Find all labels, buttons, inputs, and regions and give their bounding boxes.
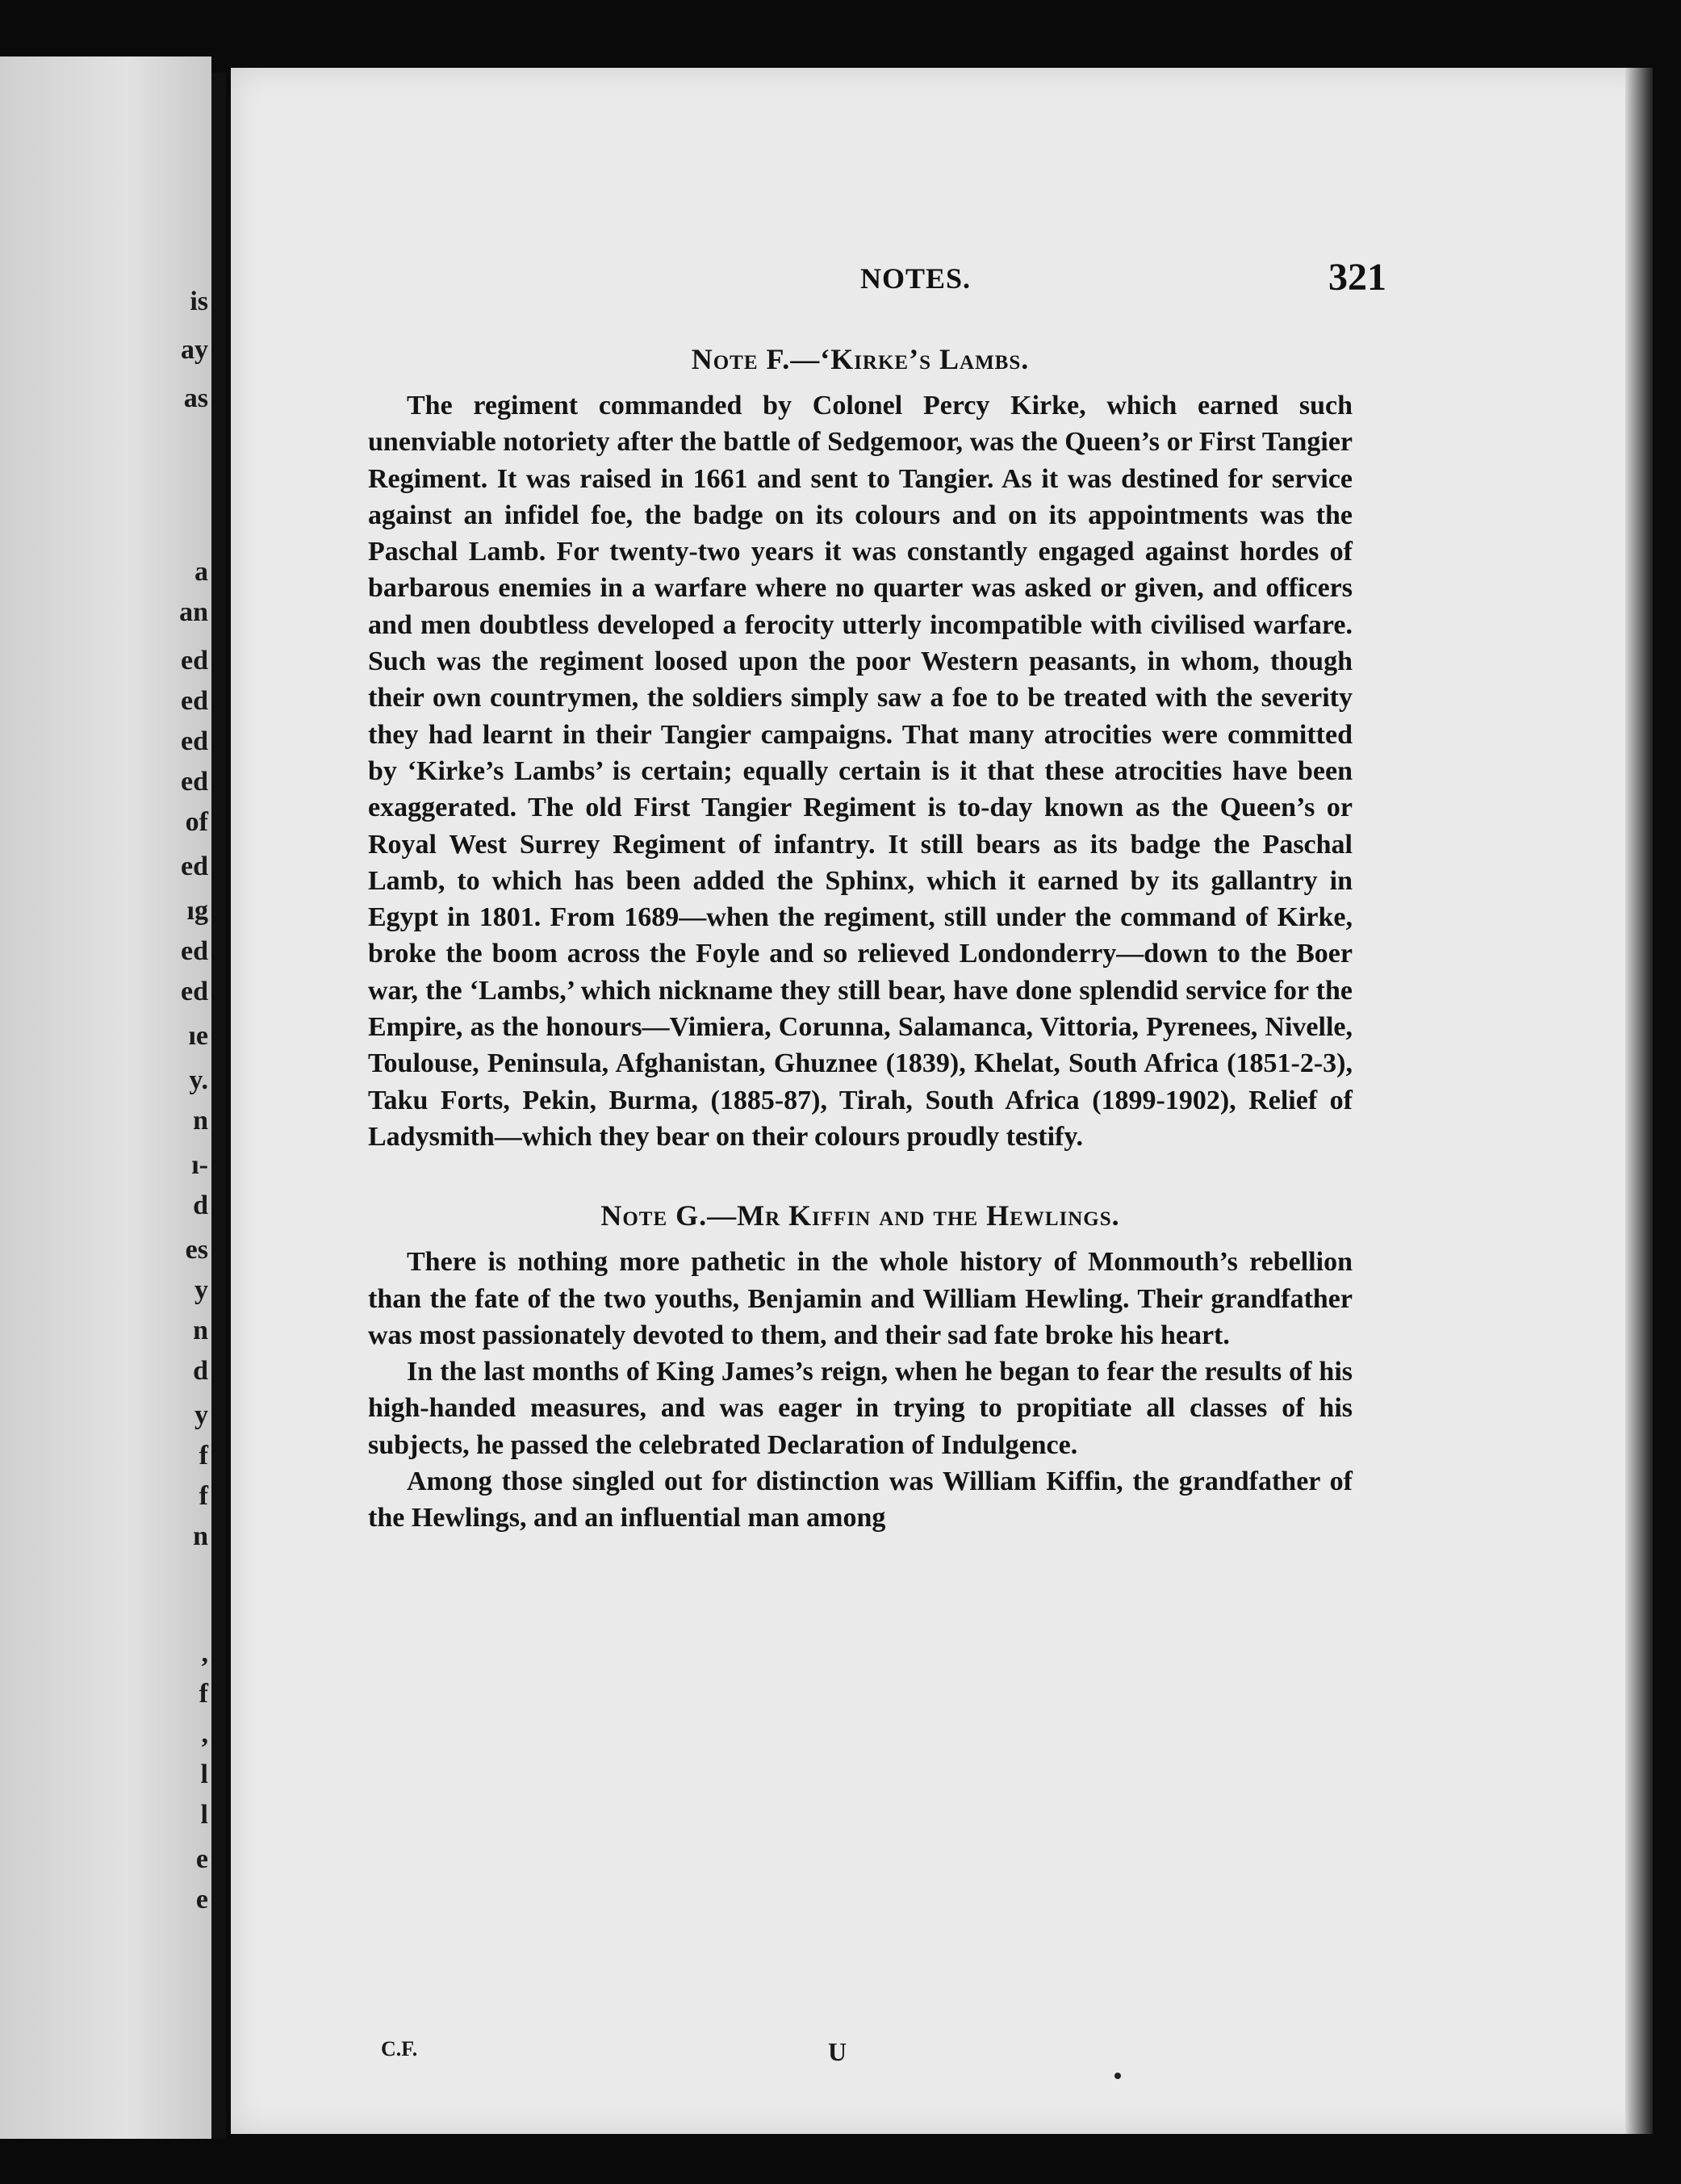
facing-page-fragment: ed bbox=[181, 726, 208, 756]
facing-page-fragment: ed bbox=[181, 977, 208, 1006]
facing-page-fragment: ay bbox=[181, 335, 208, 365]
facing-page-fragment: f bbox=[199, 1441, 208, 1471]
facing-page-edge bbox=[0, 56, 211, 2139]
note-heading: Note F.—‘Kirke’s Lambs. bbox=[691, 343, 1030, 375]
facing-page-fragment: ed bbox=[181, 767, 208, 797]
facing-page-fragment: as bbox=[183, 383, 208, 413]
facing-page-fragment: ed bbox=[181, 851, 208, 881]
note-f bbox=[368, 342, 1353, 1155]
facing-page-fragment: ed bbox=[181, 686, 208, 716]
facing-page-fragment: is bbox=[190, 287, 208, 316]
facing-page-fragment: y bbox=[194, 1275, 208, 1305]
facing-page-fragment: es bbox=[185, 1235, 208, 1265]
facing-page-fragment: ıg bbox=[186, 896, 208, 926]
facing-page-fragment: n bbox=[193, 1521, 208, 1551]
note-body bbox=[368, 1244, 1353, 1536]
print-speck bbox=[1114, 2073, 1121, 2079]
facing-page-fragment: f bbox=[199, 1679, 208, 1709]
facing-page-fragment: n bbox=[193, 1106, 208, 1136]
facing-page-fragment: ed bbox=[181, 646, 208, 676]
facing-page-fragment: of bbox=[185, 807, 208, 837]
book-page bbox=[231, 68, 1653, 2134]
facing-page-fragment: d bbox=[193, 1190, 208, 1220]
paragraph: There is nothing more pathetic in the whole history of Monmouth’s rebellion than the fate of the two youths, Benjamin and William Hewling. Their grandfather was most passionately devoted to them, and their sad fate broke his heart. bbox=[368, 1247, 1353, 1350]
sheet-mark: U bbox=[828, 2037, 847, 2066]
note-body bbox=[368, 387, 1353, 1155]
page-number: 321 bbox=[1328, 256, 1386, 299]
facing-page-fragment: ı- bbox=[191, 1150, 208, 1180]
facing-page-fragment: a bbox=[194, 557, 208, 587]
note-heading: Note G.—Mr Kiffin and the Hewlings. bbox=[600, 1199, 1120, 1232]
facing-page-fragment: d bbox=[193, 1356, 208, 1386]
facing-page-fragment: e bbox=[195, 1844, 208, 1874]
page-edge-shadow bbox=[1625, 68, 1653, 2134]
note-g bbox=[368, 1199, 1353, 1536]
page-content bbox=[368, 342, 1353, 1537]
facing-page-fragment: , bbox=[201, 1638, 208, 1668]
signature-mark: C.F. bbox=[381, 2037, 418, 2061]
facing-page-fragment: ed bbox=[181, 936, 208, 966]
paragraph: The regiment commanded by Colonel Percy Kirke, which earned such unenviable notoriety after the battle of Sedgemoor, was the Queen’s or First Tangier Regiment. It was raised in 1661 and sent to Tangier. As it was destined for service against an infidel foe, the badge on its colours and on its appointments was the Paschal Lamb. For twenty-two years it was constantly engaged against hordes of barbarous enemies in a warfare where no quarter was asked or given, and officers and men doubtless developed a ferocity utterly incompatible with civilised warfare. Such was the regiment loosed upon the poor Western peasants, in whom, though their own countrymen, the soldiers simply saw a foe to be treated with the severity they had learnt in their Tangier campaigns. That many atrocities were committed by ‘Kirke’s Lambs’ is certain; equally certain is it that these atrocities have been exaggerated. The old First Tangier Regiment is to-day known as the Queen’s or Royal West Surrey Regiment of infantry. It still bears as its badge the Paschal Lamb, to which has been added the Sphinx, which it earned by its gallantry in Egypt in 1801. From 1689—when the regiment, still under the command of Kirke, broke the boom across the Foyle and so relieved Londonderry—down to the Boer war, the ‘Lambs,’ which nickname they still bear, have done splendid service for the Empire, as the honours—Vimiera, Corunna, Salamanca, Vittoria, Pyrenees, Nivelle, Toulouse, Peninsula, Afghanistan, Ghuznee (1839), Khelat, South Africa (1851-2-3), Taku Forts, Pekin, Burma, (1885-87), Tirah, South Africa (1899-1902), Relief of Ladysmith—which they bear on their colours proudly testify. bbox=[368, 391, 1353, 1152]
running-title: NOTES. bbox=[860, 262, 972, 295]
running-head bbox=[231, 256, 1653, 310]
facing-page-fragment: ıe bbox=[188, 1021, 208, 1051]
facing-page-fragment: l bbox=[200, 1759, 208, 1789]
book-gutter bbox=[211, 73, 226, 2139]
paragraph: In the last months of King James’s reign, when he began to fear the results of his high-handed measures, and was eager in trying to propitiate all classes of his subjects, he passed the celebrated Declaration of Indulgence. bbox=[368, 1357, 1353, 1460]
facing-page-fragment: an bbox=[179, 597, 208, 627]
paragraph: Among those singled out for distinction was William Kiffin, the grandfather of the Hewlings, and an influential man among bbox=[368, 1466, 1353, 1533]
facing-page-fragment: l bbox=[200, 1800, 208, 1830]
facing-page-fragment: y. bbox=[189, 1065, 208, 1095]
facing-page-fragment: , bbox=[201, 1719, 208, 1749]
facing-page-fragment: y bbox=[194, 1400, 208, 1430]
facing-page-fragment: n bbox=[193, 1316, 208, 1345]
facing-page-fragment: e bbox=[195, 1885, 208, 1914]
facing-page-fragment: f bbox=[199, 1481, 208, 1511]
